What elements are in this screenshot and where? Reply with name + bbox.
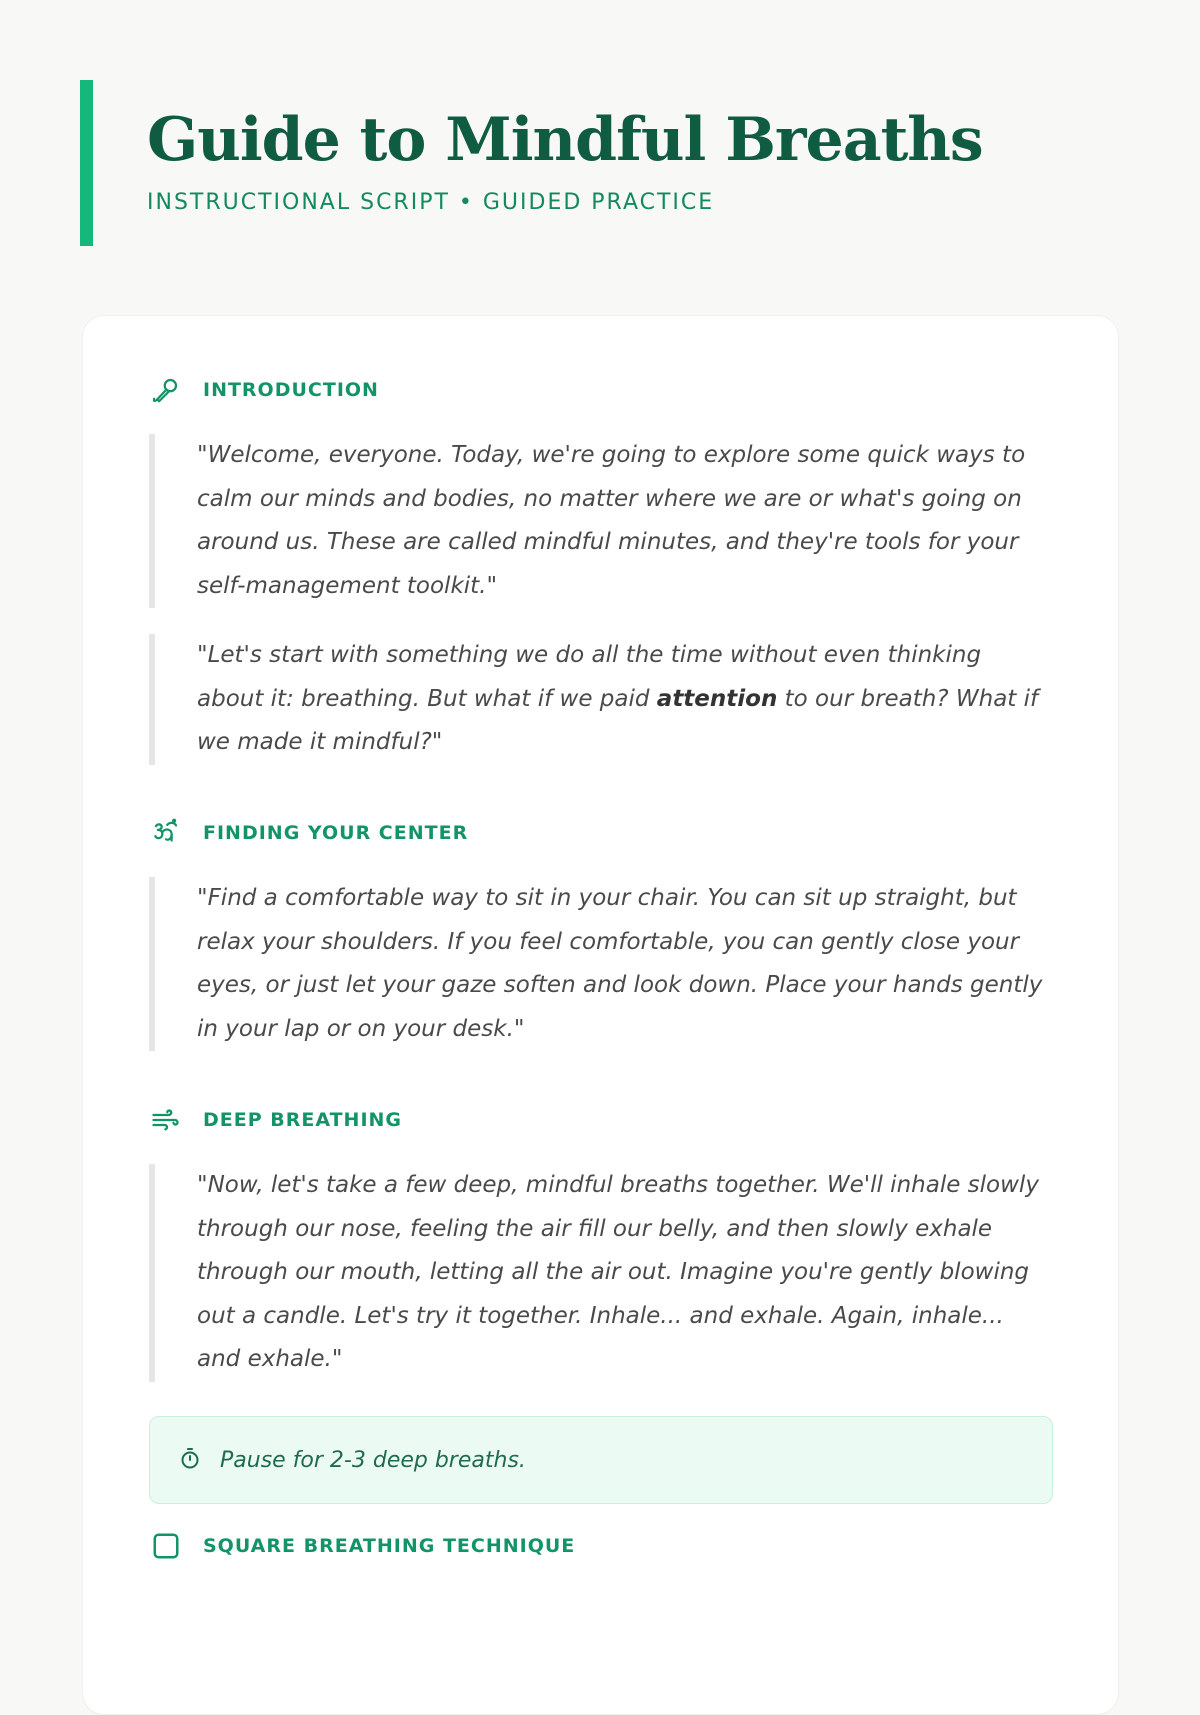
pause-note xyxy=(149,1416,1053,1504)
script-card xyxy=(82,315,1119,1715)
paragraph-text: "Welcome, everyone. Today, we're going to explore some quick ways to calm our minds and bodies, no matter where we are or what's going on around us. These are called mindful minutes, and they're tools for your self-management toolkit." xyxy=(197,442,1026,599)
page-subtitle: INSTRUCTIONAL SCRIPT • GUIDED PRACTICE xyxy=(147,190,715,215)
paragraph-text: "Now, let's take a few deep, mindful breaths together. We'll inhale slowly through our nose, feeling the air fill our belly, and then slowly exhale through our mouth, letting all the air out. Imagine you're gently blowing out a candle. Let's try it together. Inhale... and exhale. Again, inhale... and exhale." xyxy=(197,1172,1039,1372)
pause-note-text: Pause for 2-3 deep breaths. xyxy=(220,1447,526,1473)
script-paragraph xyxy=(149,434,1054,608)
section-heading-square-breathing xyxy=(151,1528,575,1564)
wind-icon xyxy=(151,1105,181,1135)
paragraph-text: "Let's start with something we do all the time without even thinking about it: breathing. But what if we paid xyxy=(197,642,982,712)
om-icon xyxy=(151,818,181,848)
script-paragraph xyxy=(149,634,1054,765)
page-header xyxy=(80,80,983,246)
paragraph-text: to our breath? What if we made it mindful?" xyxy=(197,685,1039,755)
section-label: INTRODUCTION xyxy=(203,379,379,401)
stopwatch-icon xyxy=(178,1446,202,1474)
section-label: SQUARE BREATHING TECHNIQUE xyxy=(203,1535,576,1557)
script-paragraph xyxy=(149,877,1054,1051)
paragraph-text: "Find a comfortable way to sit in your chair. You can sit up straight, but relax your shoulders. If you feel comfortable, you can gently close your eyes, or just let your gaze soften and look down. Place your hands gently in your lap or on your desk." xyxy=(197,885,1043,1042)
section-label: DEEP BREATHING xyxy=(203,1109,403,1131)
section-heading-finding-your-center xyxy=(151,815,468,851)
section-heading-deep-breathing xyxy=(151,1102,402,1138)
microphone-icon xyxy=(151,375,181,405)
page-title: Guide to Mindful Breaths xyxy=(147,105,983,175)
section-heading-introduction xyxy=(151,372,379,408)
section-label: FINDING YOUR CENTER xyxy=(203,822,469,844)
square-icon xyxy=(151,1531,181,1561)
script-paragraph xyxy=(149,1164,1054,1382)
emphasis-text: attention xyxy=(656,685,778,712)
